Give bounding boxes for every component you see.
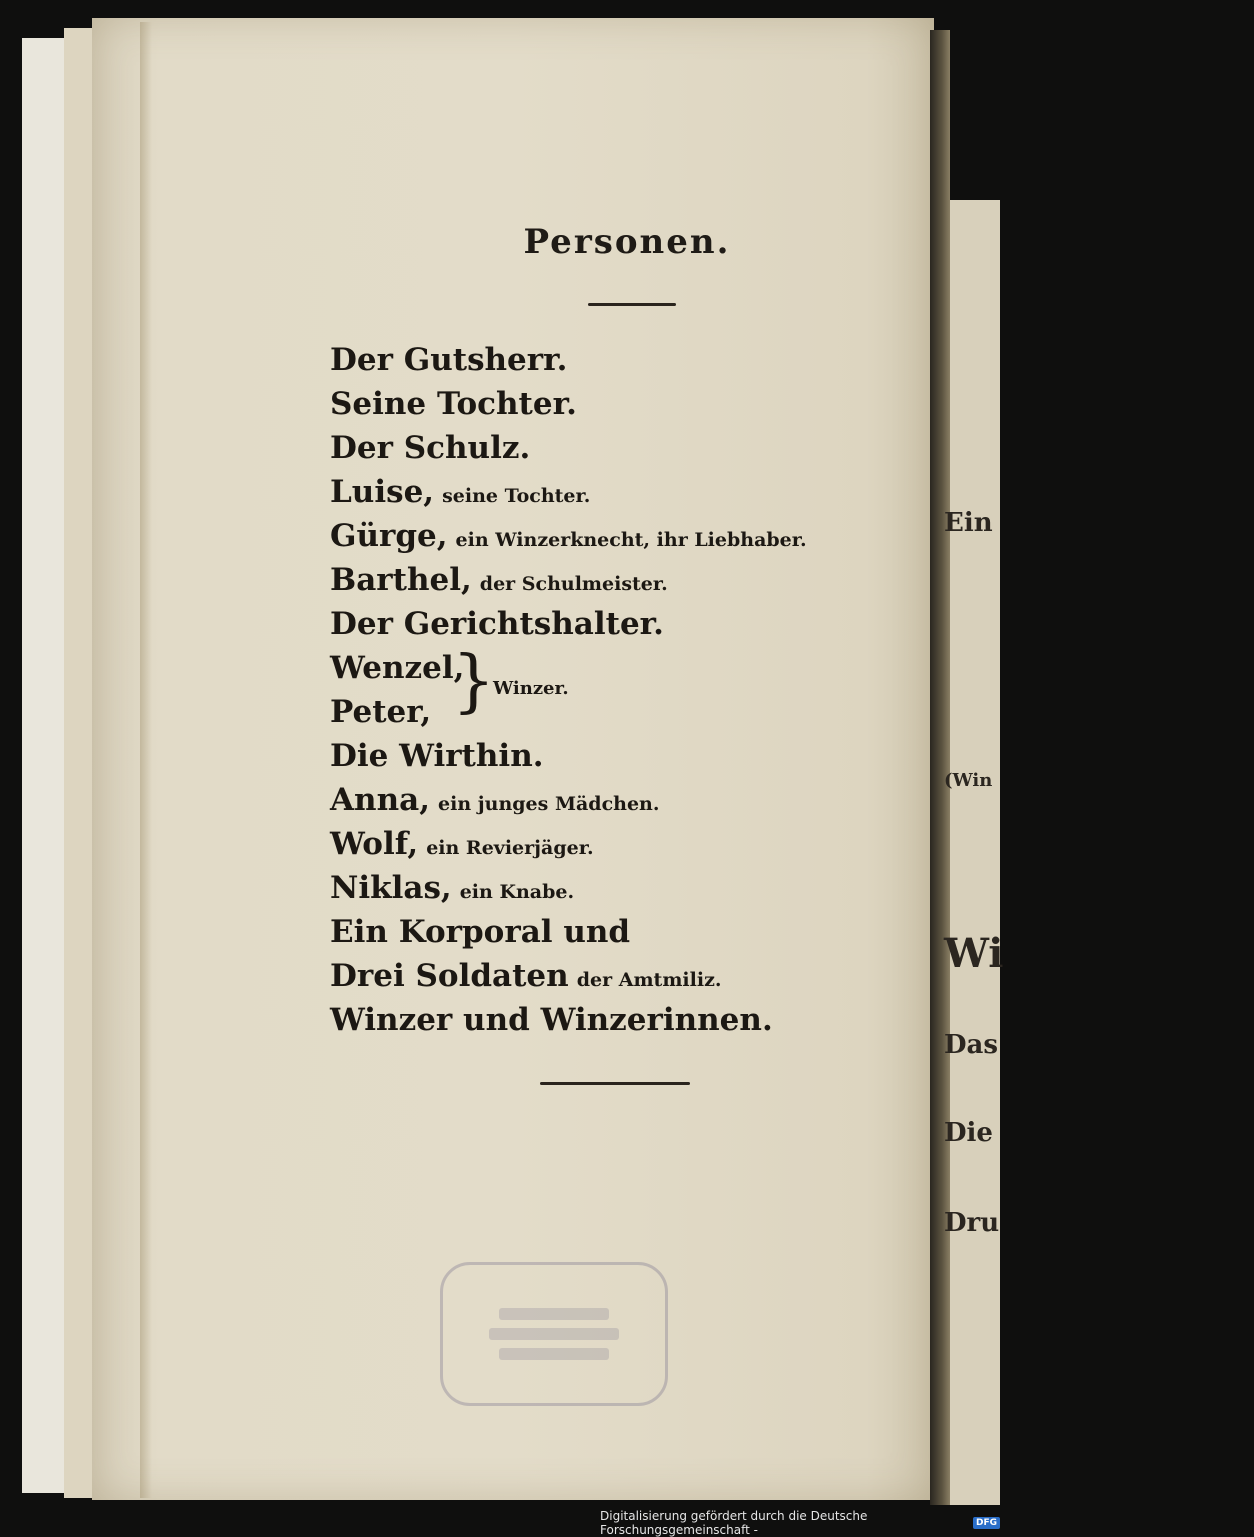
person-description: seine Tochter. [442,485,591,507]
curly-bracket: } [452,642,496,721]
person-item [330,514,807,558]
person-name: Anna, [330,782,431,818]
bracket-label: Winzer. [493,678,569,699]
person-name: Der Gutsherr. [330,342,568,378]
next-page-fragment: Ein [944,508,993,538]
person-item [330,558,807,602]
stamp-mark [499,1308,609,1320]
next-page-fragment: Dru [944,1208,1000,1238]
person-item [330,866,807,910]
library-stamp [440,1262,668,1406]
person-name: Die Wirthin. [330,738,544,774]
next-page-edge [944,200,1004,1505]
stamp-mark [499,1348,609,1360]
person-item [330,734,807,778]
person-item [330,338,807,382]
next-page-fragment: (Win [944,770,993,791]
person-name: Drei Soldaten [330,958,569,994]
person-item [330,382,807,426]
person-name: Winzer und Winzerinnen. [330,1002,773,1038]
closing-rule [540,1082,690,1085]
person-item [330,778,807,822]
funding-footer [600,1509,1000,1537]
person-description: der Amtmiliz. [576,969,722,991]
person-item [330,998,807,1042]
person-item [330,602,807,646]
person-description: ein junges Mädchen. [438,793,660,815]
footer-text: Digitalisierung gefördert durch die Deutsche Forschungsgemeinschaft - [600,1509,868,1537]
title-rule [588,303,676,306]
person-name: Der Schulz. [330,430,531,466]
person-name: Gürge, [330,518,448,554]
person-description: ein Knabe. [459,881,575,903]
person-name: Wolf, [330,826,419,862]
person-item [330,470,807,514]
person-name: Ein Korporal und [330,914,631,950]
person-name: Seine Tochter. [330,386,577,422]
person-name: Der Gerichtshalter. [330,606,664,642]
person-description: ein Revierjäger. [426,837,594,859]
person-name: Luise, [330,474,435,510]
person-item [330,426,807,470]
dfg-logo-icon: DFG [973,1517,1000,1529]
person-item [330,822,807,866]
person-description: ein Winzerknecht, ihr Liebhaber. [455,529,807,551]
book-gutter [930,30,950,1505]
person-name: Barthel, [330,562,472,598]
person-description: der Schulmeister. [479,573,668,595]
page-title: Personen. [523,222,731,262]
next-page-fragment: Die [944,1118,993,1148]
next-page-fragment: Das [944,1030,999,1060]
person-item [330,910,807,954]
next-page-fragment: Wi [944,930,1004,977]
person-name: Peter, [330,694,432,730]
person-item [330,954,807,998]
person-name: Wenzel, [330,650,465,686]
stamp-mark [489,1328,619,1340]
person-name: Niklas, [330,870,452,906]
